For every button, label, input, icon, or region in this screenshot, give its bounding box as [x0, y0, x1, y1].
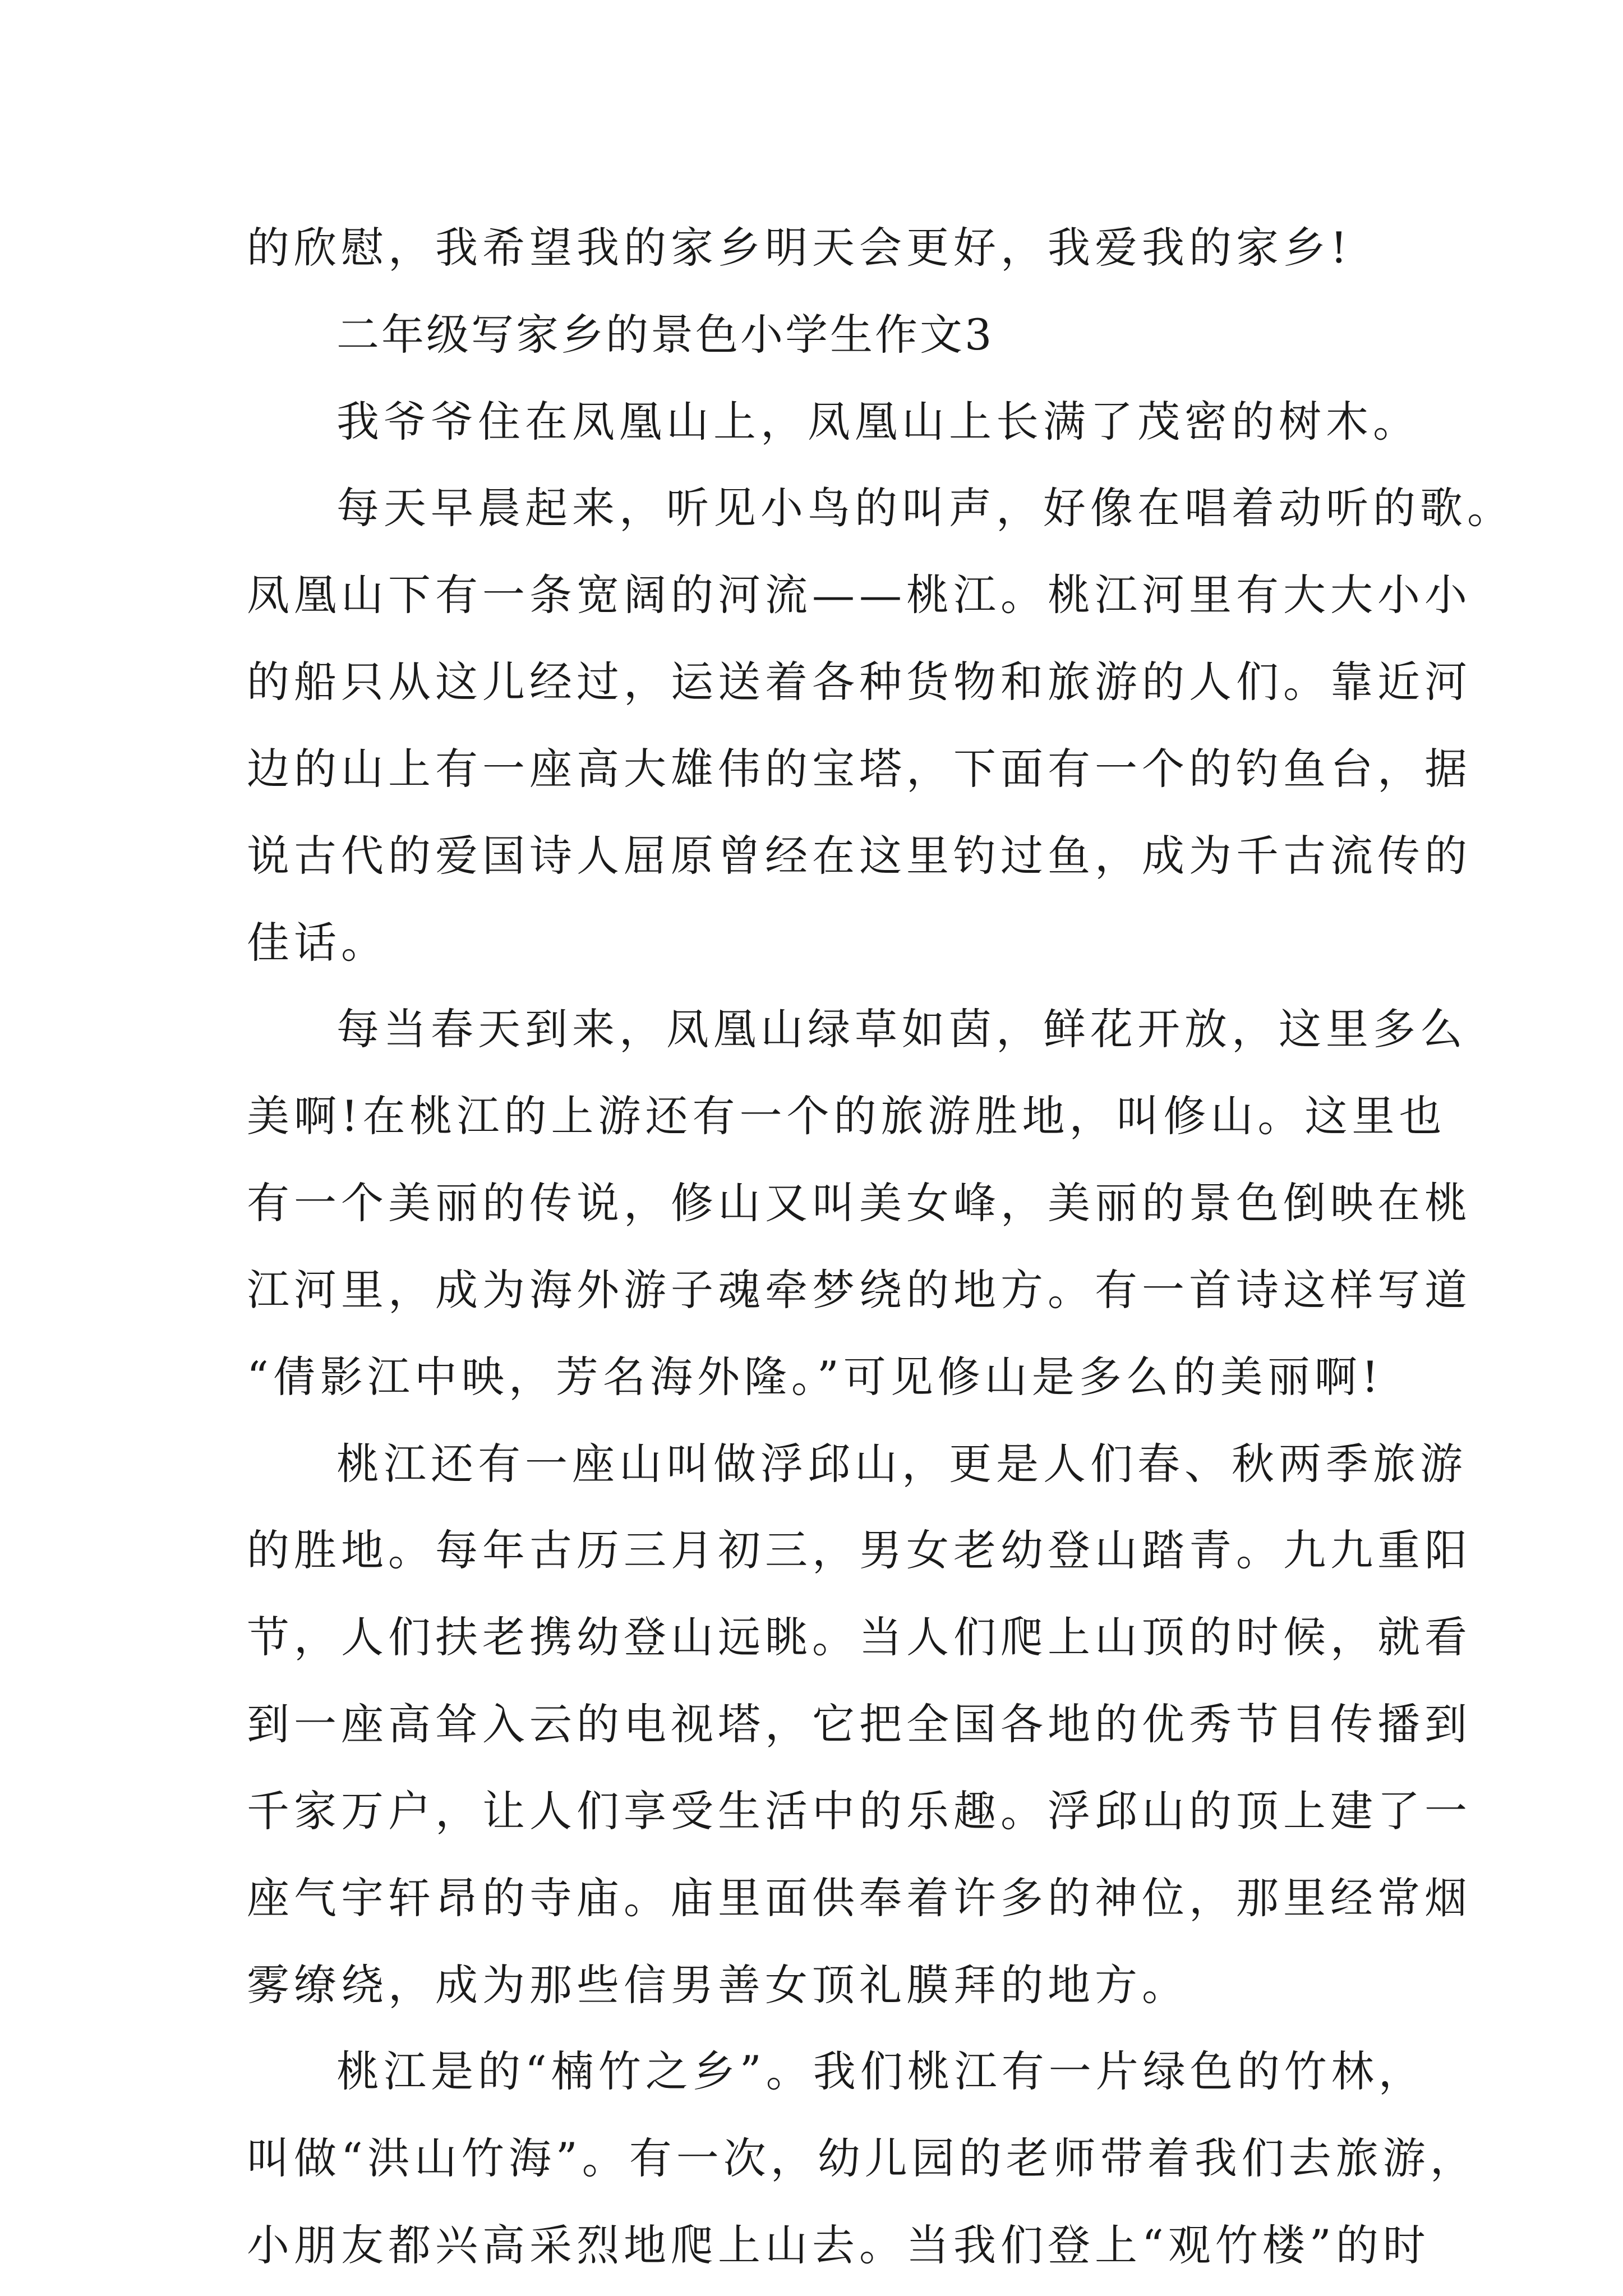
paragraph-line: 到一座高耸入云的电视塔，它把全国各地的优秀节目传播到 [247, 1699, 1472, 1749]
paragraph-line: 美啊!在桃江的上游还有一个的旅游胜地，叫修山。这里也 [247, 1091, 1446, 1141]
paragraph-line: “倩影江中映，芳名海外隆。”可见修山是多么的美丽啊! [247, 1352, 1384, 1402]
paragraph-line: 每当春天到来，凤凰山绿草如茵，鲜花开放，这里多么 [336, 1004, 1467, 1054]
paragraph-line: 千家万户，让人们享受生活中的乐趣。浮邱山的顶上建了一 [247, 1786, 1472, 1836]
paragraph-line: 佳话。 [247, 918, 388, 968]
paragraph-line: 每天早晨起来，听见小鸟的叫声，好像在唱着动听的歌。 [336, 483, 1514, 533]
paragraph-line: 座气宇轩昂的寺庙。庙里面供奉着许多的神位，那里经常烟 [247, 1873, 1472, 1923]
paragraph-line: 节，人们扶老携幼登山远眺。当人们爬上山顶的时候，就看 [247, 1612, 1472, 1662]
paragraph-line: 我爷爷住在凤凰山上，凤凰山上长满了茂密的树木。 [336, 397, 1420, 447]
text-line: 的欣慰，我希望我的家乡明天会更好，我爱我的家乡! [247, 223, 1352, 273]
paragraph-line: 江河里，成为海外游子魂牵梦绕的地方。有一首诗这样写道 [247, 1265, 1472, 1315]
paragraph-line: 小朋友都兴高采烈地爬上山去。当我们登上“观竹楼”的时 [247, 2220, 1430, 2270]
paragraph-line: 凤凰山下有一条宽阔的河流——桃江。桃江河里有大大小小 [247, 570, 1472, 620]
paragraph-line: 的胜地。每年古历三月初三，男女老幼登山踏青。九九重阳 [247, 1525, 1472, 1575]
section-heading: 二年级写家乡的景色小学生作文3 [336, 310, 994, 360]
paragraph-line: 桃江是的“楠竹之乡”。我们桃江有一片绿色的竹林， [336, 2046, 1426, 2096]
paragraph-line: 雾缭绕，成为那些信男善女顶礼膜拜的地方。 [247, 1960, 1189, 2010]
paragraph-line: 桃江还有一座山叫做浮邱山，更是人们春、秋两季旅游 [336, 1439, 1467, 1489]
paragraph-line: 说古代的爱国诗人屈原曾经在这里钓过鱼，成为千古流传的 [247, 831, 1472, 881]
paragraph-line: 有一个美丽的传说，修山又叫美女峰，美丽的景色倒映在桃 [247, 1178, 1472, 1228]
paragraph-line: 的船只从这儿经过，运送着各种货物和旅游的人们。靠近河 [247, 657, 1472, 707]
paragraph-line: 叫做“洪山竹海”。有一次，幼儿园的老师带着我们去旅游， [247, 2133, 1477, 2183]
paragraph-line: 边的山上有一座高大雄伟的宝塔，下面有一个的钓鱼台，据 [247, 744, 1472, 794]
